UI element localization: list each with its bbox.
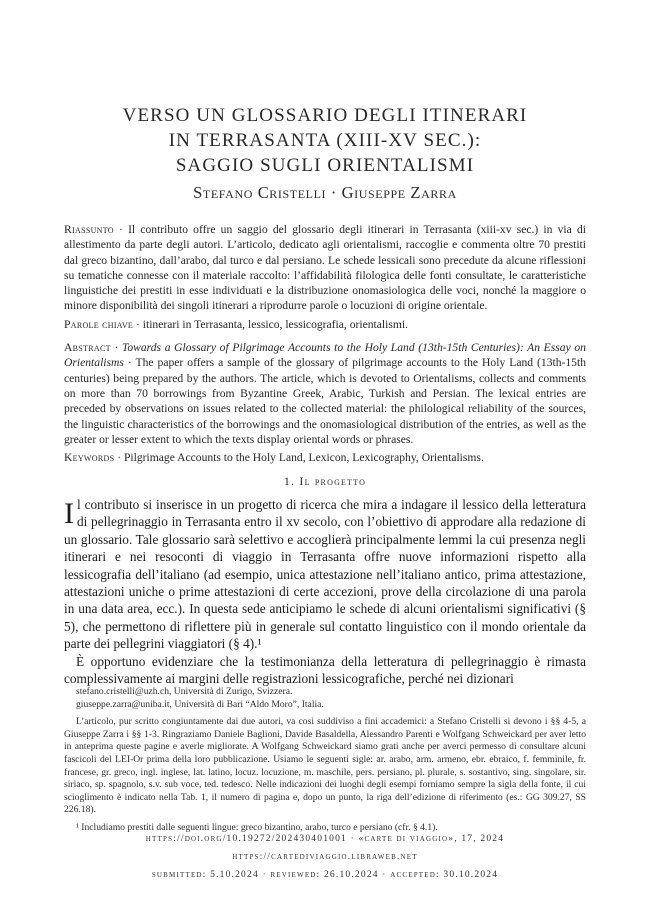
body-paragraph-1: Il contributo si inserisce in un progetto di ricerca che mira a indagare il lessico della letteratura di pellegrinaggio in Terrasanta entro il xv secolo, con l’obiettivo di approdare alla redazione di un glossario. Tale glossario sarà selettivo e accoglierà principalmente lemmi la cui presenza negli itinerari e nei resoconti di viaggio in Terrasanta offre nuove informazioni rispetto alla lessicografia dell’italiano (ad esempio, unica attestazione nell’italiano antico, prima attestazione, attestazioni uniche o prime attestazioni di certe accezioni, prove della circolazione di una parola in una data area, ecc.). In questa sede anticipiamo le schede di alcuni orientalismi significativi (§ 5), che permettono di riflettere più in generale sul contatto linguistico con il mondo orientale da parte dei pellegrini viaggiatori (§ 4).¹ [64, 497, 586, 652]
abstracts-block [64, 222, 586, 473]
article-authors: Stefano Cristelli · Giuseppe Zarra [193, 183, 457, 202]
title-line-2: IN TERRASANTA (XIII-XV SEC.): [168, 130, 482, 151]
abstract-label: Abstract [64, 341, 111, 355]
riassunto-text: · Il contributo offre un saggio del glossario degli itinerari in Terrasanta (xiii-xv sec.) in via di allestimento da parte degli autori. L’articolo, dedicato agli orientalismi, raccoglie e commenta oltre 70 prestiti dal greco bizantino, dall’arabo, dal turco e dal persiano. Le schede lessicali sono precedute da alcune riflessioni su tematiche connesse con il materiale raccolto: l’affidabilità filologica delle fonti consultate, le caratteristiche linguistiche dei prestiti in esse individuati e la distribuzione onomasiologica delle voci, nonché la maggiore o minore disponibilità dei singoli itinerari a riprodurre parole o locuzioni di origine orientale. [64, 223, 586, 313]
footer-site: https://cartediviaggio.libraweb.net [232, 852, 418, 862]
riassunto-paragraph [64, 222, 586, 314]
riassunto-label: Riassunto [64, 223, 114, 236]
footer-dates: submitted: 5.10.2024 · reviewed: 26.10.2024 · accepted: 30.10.2024 [151, 870, 499, 880]
abstract-text: · The paper offers a sample of the glossary of pilgrimage accounts to the Holy Land (13th-15th centuries) being prepared by the authors. The article, which is devoted to Orientalisms, collects and comments on more than 70 borrowings from Byzantine Greek, Arabic, Turkish and Persian. The lexical entries are preceded by observations on issues related to the collected material: the philological reliability of the sources, the linguistic characteristics of the borrowings and the onomasiological distribution of the entries, as well as the greater or lesser extent to which the texts display oriental words or phrases. [64, 356, 586, 446]
keywords-label: Keywords [64, 451, 115, 465]
abstract-paragraph: Abstract · Towards a Glossary of Pilgrimage Accounts to the Holy Land (13th-15th Centuries): An Essay on Orientalisms · The paper offers a sample of the glossary of pilgrimage accounts to the Holy Land (13th-15th centuries) being prepared by the authors. The article, which is devoted to Orientalisms, collects and comments on more than 70 borrowings from Byzantine Greek, Arabic, Turkish and Persian. The lexical entries are preceded by observations on issues related to the collected material: the philological reliability of the sources, the linguistic characteristics of the borrowings and the onomasiological distribution of the entries, as well as the greater or lesser extent to which the texts display oriental words or phrases. [64, 341, 586, 446]
keywords-text: · Pilgrimage Accounts to the Holy Land, Lexicon, Lexicography, Orientalisms. [114, 451, 484, 465]
footnote-1: ¹ Includiamo prestiti dalle seguenti lingue: greco bizantino, arabo, turco e persiano (cfr. § 4.1). [76, 821, 438, 833]
keywords-paragraph [64, 450, 586, 465]
author-email-2: giuseppe.zarra@uniba.it, Università di Bari “Aldo Moro”, Italia. [76, 698, 324, 710]
parole-chiave-paragraph [64, 317, 586, 332]
section-heading: 1. Il progetto [283, 474, 367, 488]
title-line-1: VERSO UN GLOSSARIO DEGLI ITINERARI [122, 105, 528, 126]
parole-chiave-label: Parole chiave [64, 317, 134, 331]
authorship-note: L’articolo, pur scritto congiuntamente dai due autori, va così suddiviso a fini accademici: a Stefano Cristelli si devono i §§ 4-5, a Giuseppe Zarra i §§ 1-3. Ringraziamo Daniele Baglioni, Davide Basaldella, Alessandro Parenti e Wolfgang Schweickard per aver letto in anteprima queste pagine e averle migliorate. A Wolfgang Schweickard siamo grati anche per averci permesso di consultare alcuni fascicoli del LEI-Or prima della loro pubblicazione. Usiamo le seguenti sigle: ar. arabo, arm. armeno, ebr. ebraico, f. femminile, fr. francese, gr. greco, ingl. inglese, lat. latino, locuz. locuzione, m. maschile, pers. persiano, pl. plurale, s. sostantivo, sing. singolare, sir. siriaco, sp. spagnolo, s.v. sub voce, ted. tedesco. Nelle indicazioni dei luoghi degli esempi forniamo sempre la sigla della fonte, il cui scioglimento è indicato nella Tab. 1, il numero di pagina e, dopo un punto, la riga dell’edizione di riferimento (es.: GG 309.27, SS 226.18). [64, 716, 586, 816]
body-text [64, 496, 586, 687]
article-title [0, 103, 650, 178]
title-line-3: SAGGIO SUGLI ORIENTALISMI [175, 155, 475, 176]
body-paragraph-2: È opportuno evidenziare che la testimonianza della letteratura di pellegrinaggio è rimasta complessivamente ai margini delle registrazioni lessicografiche, perché nei dizionari [64, 653, 586, 687]
author-email-1: stefano.cristelli@uzh.ch, Università di Zurigo, Svizzera. [76, 686, 293, 697]
abstract-english-title: Towards a Glossary of Pilgrimage Accounts to the Holy Land (13th-15th Centuries): An Essay on Orientalisms [64, 341, 586, 370]
parole-chiave-text: · itinerari in Terrasanta, lessico, lessicografia, orientalismi. [133, 317, 408, 331]
footer-doi: https://doi.org/10.19272/202430401001 · «carte di viaggio», 17, 2024 [145, 834, 505, 844]
footnotes-block [64, 686, 586, 835]
